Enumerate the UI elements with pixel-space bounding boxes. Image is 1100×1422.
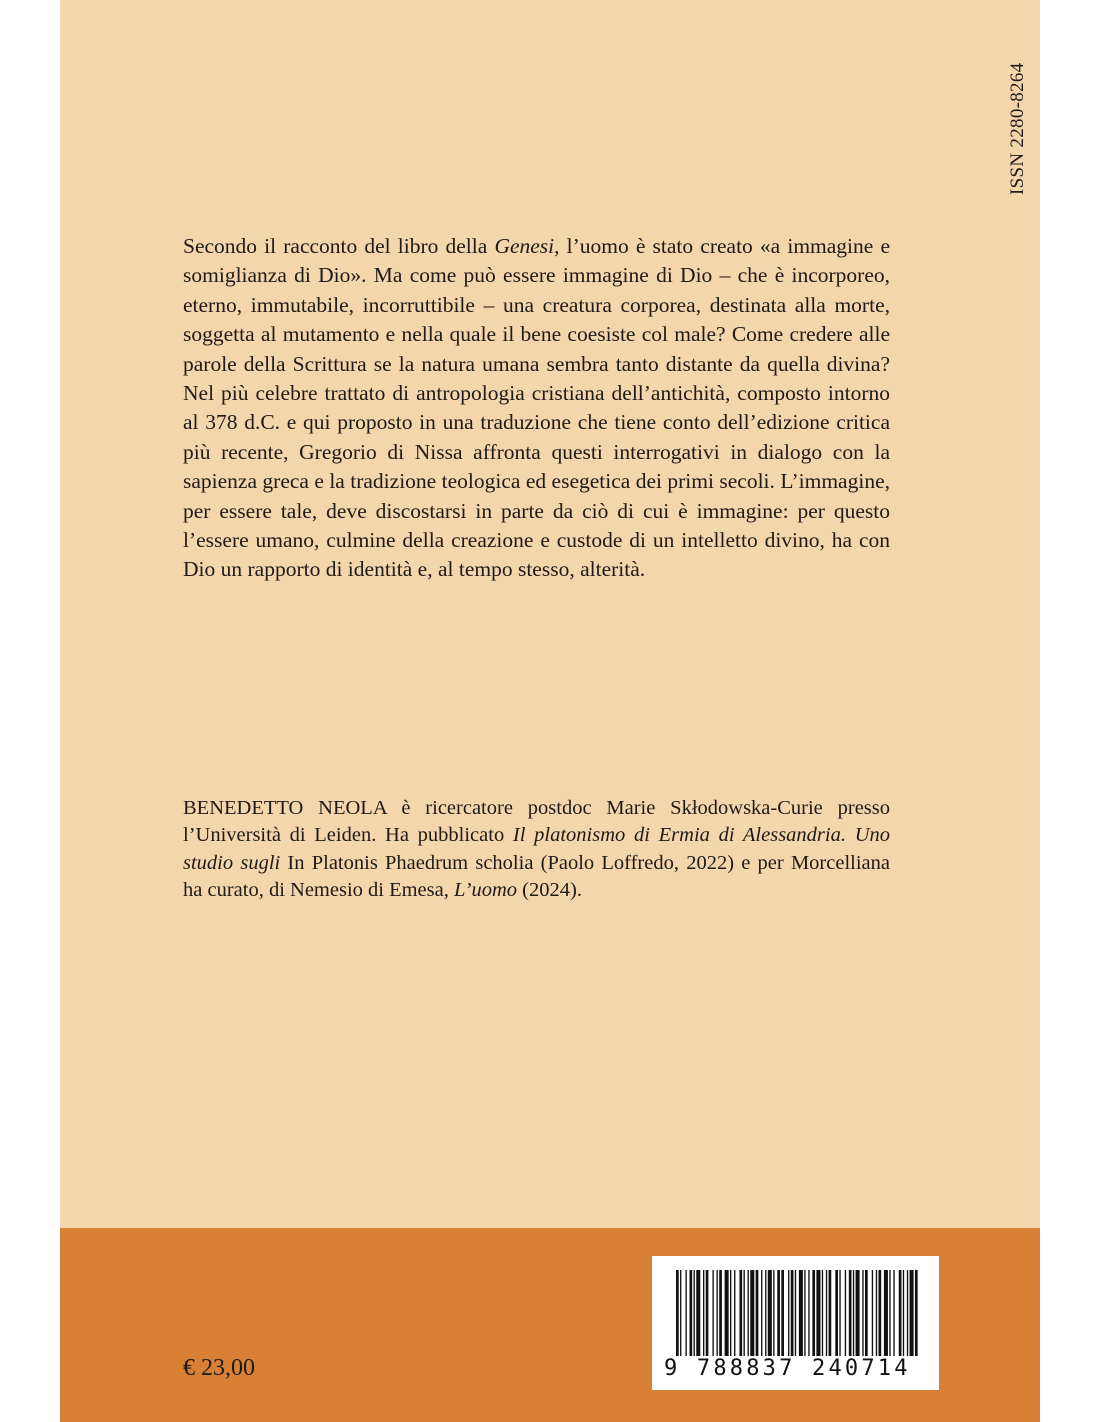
barcode-bar: [791, 1270, 794, 1362]
barcode-bar: [690, 1270, 693, 1362]
author-name: BENEDETTO NEOLA: [183, 797, 387, 819]
author-text-3: (2024).: [517, 879, 582, 902]
barcode-bar: [748, 1270, 749, 1362]
barcode-bar: [777, 1270, 780, 1362]
barcode-bar: [884, 1270, 888, 1362]
blurb-text-1: Secondo il racconto del libro della: [183, 234, 495, 258]
barcode-bar: [685, 1270, 686, 1362]
barcode-bar: [694, 1270, 695, 1362]
barcode-bar: [730, 1270, 731, 1362]
barcode-bar: [865, 1270, 868, 1362]
barcode-bar: [915, 1270, 918, 1362]
barcode-bar: [765, 1270, 766, 1362]
barcode-digits: 9 788837 240714: [664, 1356, 927, 1382]
barcode-bar: [725, 1270, 729, 1362]
author-text-1: è ricercatore postdoc Marie Skłodowska-Curie presso l’Università di Leiden. Ha pubblicato: [183, 797, 891, 847]
barcode-bar: [781, 1270, 784, 1362]
barcode-bar: [889, 1270, 890, 1362]
barcode-bar: [907, 1270, 908, 1362]
blurb-text-2: , l’uomo è stato creato «a immagine e somiglianza di Dio». Ma come può essere immagine di Dio – che è incorporeo, eterno, immutabile, incorruttibile – una creatura corporea, destinata alla morte, soggetta al mutamento e nella quale il bene coesiste col male? Come credere alle parole della Scrittura se la natura umana sembra tanto distante da quella divina? Nel più celebre trattato di antropologia cristiana dell’antichità, composto intorno al 378 d.C. e qui proposto in una traduzione che tiene conto dell’edizione critica più recente, Gregorio di Nissa affronta questi interrogativi in dialogo con la sapienza greca e la tradizione teologica ed esegetica dei primi secoli. L’immagine, per essere tale, deve discostarsi in parte da ciò di cui è immagine: per questo l’essere umano, culmine della creazione e custode di un intelletto divino, ha con Dio un rapporto di identità e, al tempo stesso, alterità.: [183, 234, 890, 582]
blurb-genesi-title: Genesi: [494, 234, 555, 258]
barcode-bar: [788, 1270, 789, 1362]
barcode-bar: [680, 1270, 681, 1362]
barcode-bar: [822, 1270, 823, 1362]
barcode-bar: [835, 1270, 838, 1362]
price-label: € 23,00: [183, 1355, 255, 1381]
barcode-bar: [696, 1270, 700, 1362]
barcode-bar: [872, 1270, 873, 1362]
barcode-bar: [744, 1270, 745, 1362]
back-cover: [60, 0, 1040, 1422]
barcode-bar: [812, 1270, 815, 1362]
barcode-bar: [893, 1270, 894, 1362]
blurb-paragraph: [183, 232, 890, 585]
barcode-bar: [768, 1270, 772, 1362]
barcode-bar: [734, 1270, 735, 1362]
barcode-bar: [856, 1270, 860, 1362]
barcode-bar: [676, 1270, 679, 1362]
barcode-bar: [839, 1270, 840, 1362]
barcode-bar: [853, 1270, 854, 1362]
barcode-bar: [739, 1270, 742, 1362]
barcode-bar: [876, 1270, 877, 1362]
barcode-bar: [816, 1270, 820, 1362]
barcode-bar: [703, 1270, 704, 1362]
barcode-bar: [773, 1270, 774, 1362]
barcode-bar: [910, 1270, 914, 1362]
barcode-bar: [717, 1270, 718, 1362]
barcode-bar: [862, 1270, 863, 1362]
author-bio: [183, 795, 890, 905]
author-text-2: In Platonis Phaedrum scholia (Paolo Loffredo, 2022) e per Morcelliana ha curato, di Nemesio di Emesa,: [183, 851, 890, 902]
barcode-bar: [903, 1270, 904, 1362]
barcode-bar: [845, 1270, 846, 1362]
barcode-bar: [808, 1270, 809, 1362]
issn-label: ISSN 2280-8264: [1007, 62, 1028, 195]
barcode-bar: [756, 1270, 759, 1362]
barcode-bar: [799, 1270, 803, 1362]
barcode: [652, 1256, 939, 1390]
barcode-bar: [719, 1270, 722, 1362]
barcode-bar: [750, 1270, 754, 1362]
barcode-bar: [826, 1270, 827, 1362]
barcode-bar: [849, 1270, 852, 1362]
barcode-bar: [706, 1270, 709, 1362]
author-book-title-2: L’uomo: [453, 879, 518, 902]
barcode-bar: [804, 1270, 805, 1362]
barcode-bar: [795, 1270, 796, 1362]
author-book-title-1: Il platonismo di Ermia di Alessandria. Uno studio sugli: [183, 824, 890, 874]
barcode-bar: [712, 1270, 713, 1362]
barcode-bar: [899, 1270, 902, 1362]
barcode-bar: [879, 1270, 882, 1362]
barcode-bar: [761, 1270, 762, 1362]
barcode-bar: [829, 1270, 832, 1362]
